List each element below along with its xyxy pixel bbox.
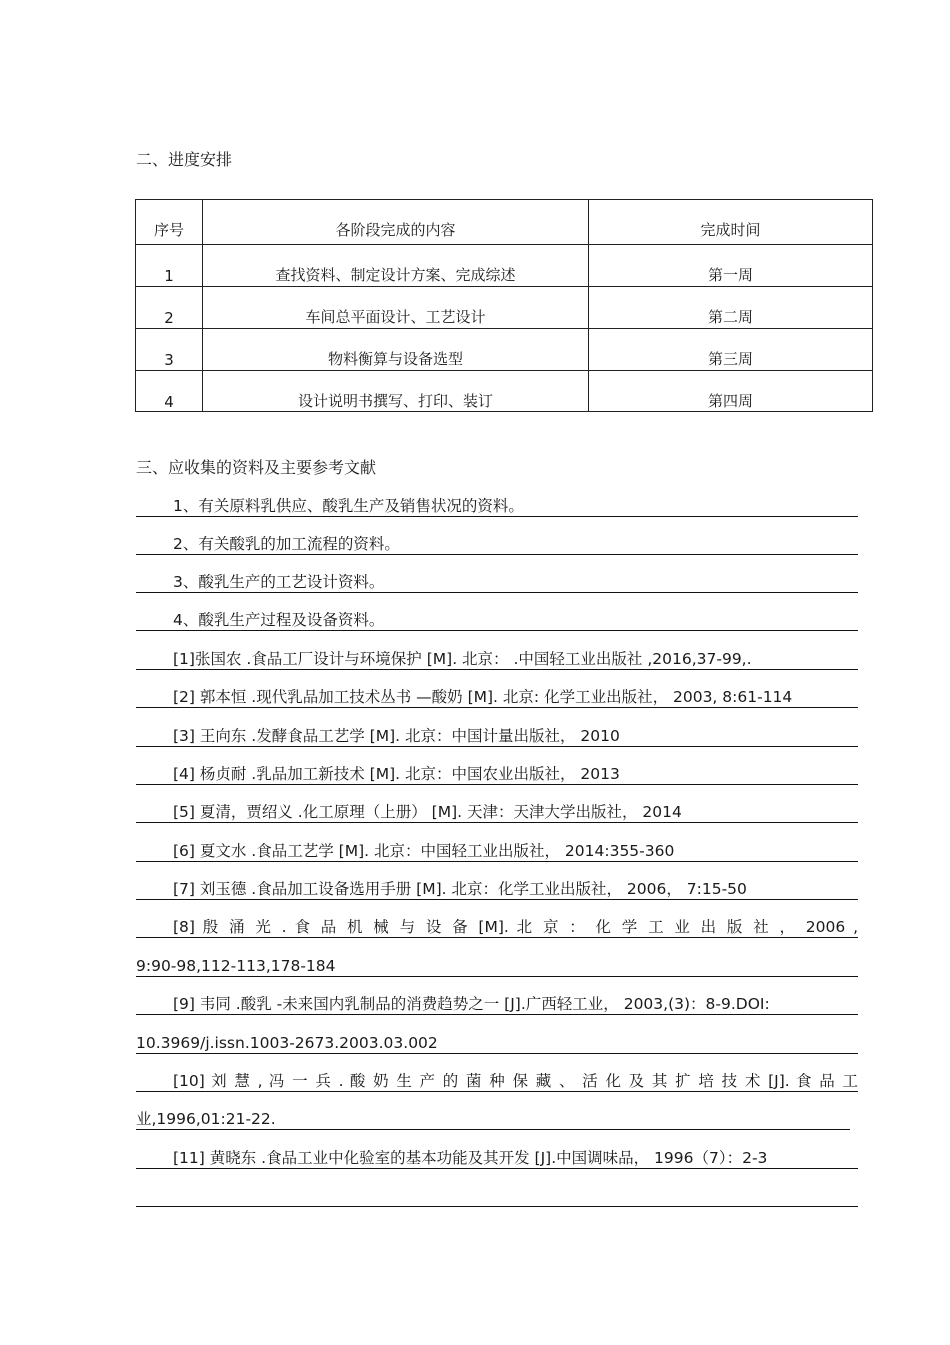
cell-content: 物料衡算与设备选型 [203,329,589,371]
cell-time: 第二周 [589,287,873,329]
table-row [136,287,873,329]
reference-item-continuation: 9:90-98,112-113,178-184 [136,957,858,977]
cell-content: 查找资料、制定设计方案、完成综述 [203,245,589,287]
cell-time: 第一周 [589,245,873,287]
reference-item: [4] 杨贞耐 .乳品加工新技术 [M]. 北京：中国农业出版社， 2013 [136,765,858,785]
references-heading: 三、应收集的资料及主要参考文献 [136,458,377,477]
header-time: 完成时间 [589,200,873,245]
material-item: 3、酸乳生产的工艺设计资料。 [136,573,858,593]
reference-item: [11] 黄晓东 .食品工业中化验室的基本功能及其开发 [J].中国调味品， 1996（7）：2-3 [136,1149,858,1169]
cell-content: 车间总平面设计、工艺设计 [203,287,589,329]
material-item: 2、有关酸乳的加工流程的资料。 [136,535,858,555]
reference-item: [9] 韦同 .酸乳 -未来国内乳制品的消费趋势之一 [J].广西轻工业， 2003,(3)：8-9.DOI: [136,995,858,1015]
reference-item: [6] 夏文水 .食品工艺学 [M]. 北京：中国轻工业出版社， 2014:355-360 [136,842,858,862]
cell-seq: 1 [136,245,203,287]
reference-item: [2] 郭本恒 .现代乳品加工技术丛书 —酸奶 [M]. 北京: 化学工业出版社， 2003, 8:61-114 [136,688,858,708]
reference-item-continuation: 业,1996,01:21-22. [136,1110,850,1130]
material-item: 4、酸乳生产过程及设备资料。 [136,611,858,631]
material-item: 1、有关原料乳供应、酸乳生产及销售状况的资料。 [136,497,858,517]
schedule-heading: 二、进度安排 [136,150,233,169]
table-row [136,371,873,412]
reference-item: [7] 刘玉德 .食品加工设备选用手册 [M]. 北京：化学工业出版社， 2006， 7:15-50 [136,880,858,900]
blank-ruled-line [136,1187,858,1207]
schedule-table [135,199,873,412]
cell-content: 设计说明书撰写、打印、装订 [203,371,589,412]
header-content: 各阶段完成的内容 [203,200,589,245]
reference-item: [3] 王向东 .发酵食品工艺学 [M]. 北京：中国计量出版社， 2010 [136,727,858,747]
cell-time: 第四周 [589,371,873,412]
table-row [136,245,873,287]
table-header-row [136,200,873,245]
table-row [136,329,873,371]
reference-item-continuation: 10.3969/j.issn.1003-2673.2003.03.002 [136,1034,858,1054]
cell-time: 第三周 [589,329,873,371]
cell-seq: 3 [136,329,203,371]
reference-item: [5] 夏清，贾绍义 .化工原理（上册） [M]. 天津：天津大学出版社， 2014 [136,803,858,823]
reference-item: [8] 殷 涌 光 . 食 品 机 械 与 设 备 [M]. 北 京 ： 化 学 工 业 出 版 社 ， 2006 , [136,918,858,938]
reference-item: [1]张国农 .食品工厂设计与环境保护 [M]. 北京： .中国轻工业出版社 ,2016,37-99,. [136,650,858,670]
header-seq: 序号 [136,200,203,245]
reference-item: [10] 刘 慧 , 冯 一 兵 . 酸 奶 生 产 的 菌 种 保 藏 、 活 化 及 其 扩 培 技 术 [J]. 食 品 工 [136,1072,858,1092]
cell-seq: 4 [136,371,203,412]
cell-seq: 2 [136,287,203,329]
